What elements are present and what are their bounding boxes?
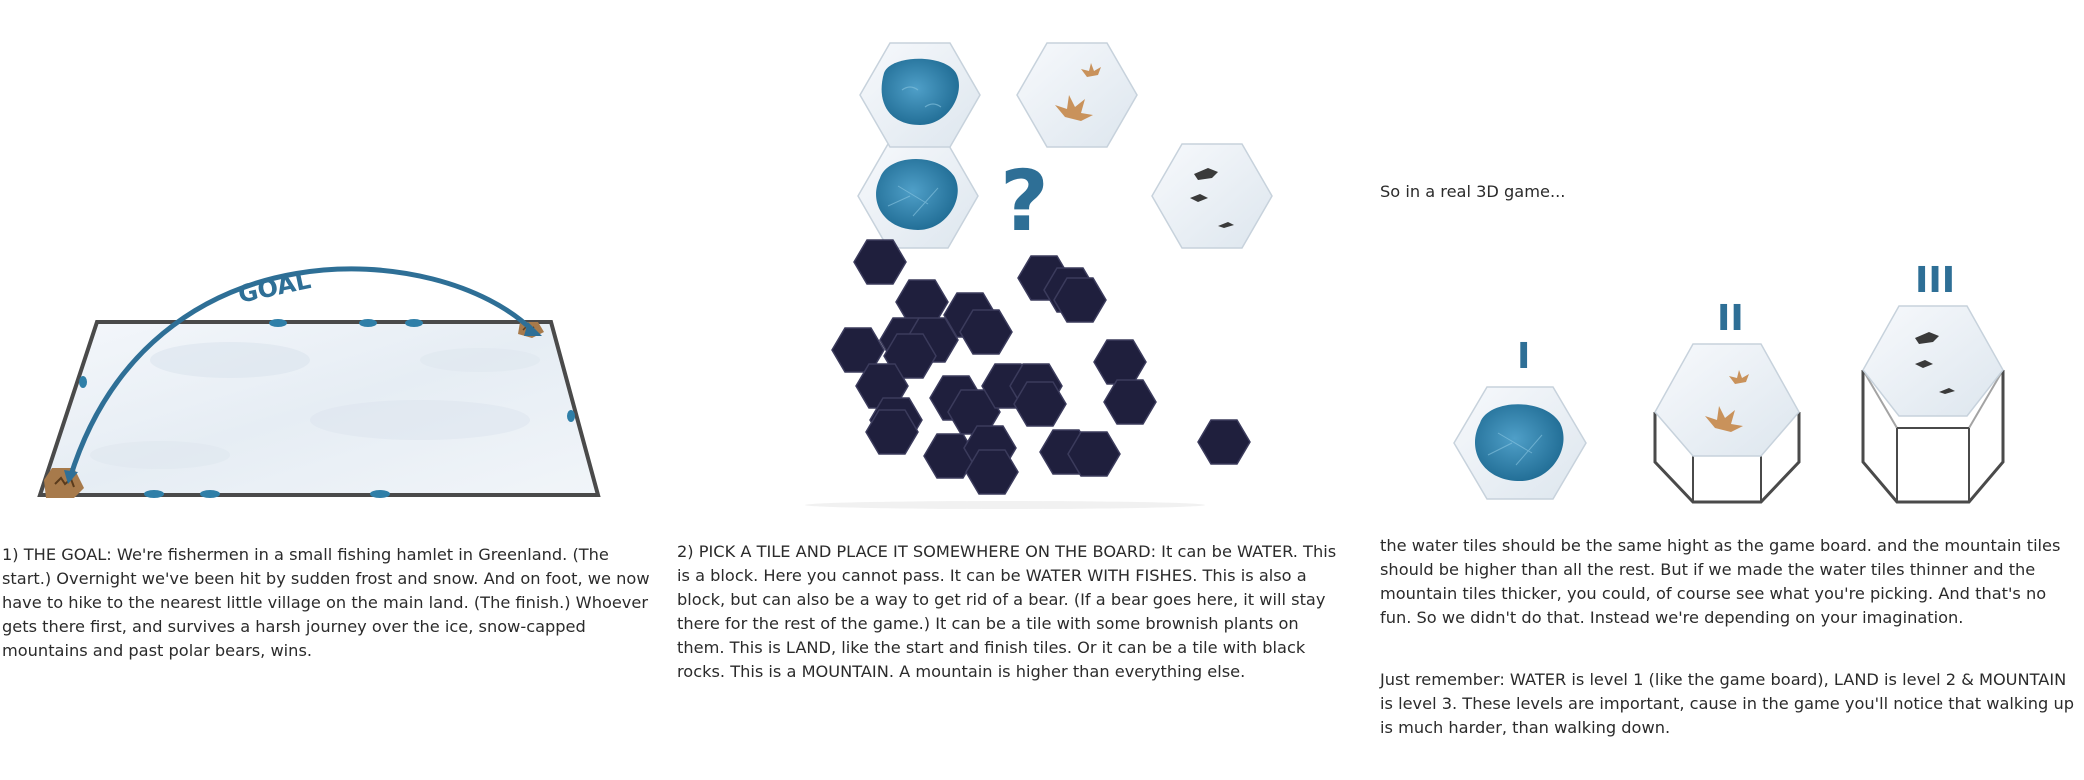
tiles-description: 2) PICK A TILE AND PLACE IT SOMEWHERE ON THE BOARD: It can be WATER. This is a block. Here you cannot pass. It can be WATER WITH FISHES. This is also a block, but can also be a way to get rid of a bear. (If a bear goes here, it will stay there for the rest of the game.) It can be a tile with some brownish plants on them. This is LAND, like the start and finish tiles. Or it can be a tile with black rocks. This is a MOUNTAIN. A mountain is higher than everything else. xyxy=(677,542,1337,681)
pile-shadow xyxy=(805,501,1205,509)
level-3-label: III xyxy=(1915,260,1956,301)
water-with-fishes-tile xyxy=(860,43,980,147)
levels-description-2: Just remember: WATER is level 1 (like the game board), LAND is level 2 & MOUNTAIN is level 3. These levels are important, cause in the game you'll notice that walking up is much harder, than walking down. xyxy=(1380,670,2075,737)
goal-description: 1) THE GOAL: We're fishermen in a small fishing hamlet in Greenland. (The start.) Overnight we've been hit by sudden frost and snow. And on foot, we now have to hike to the nearest little village on the main land. (The finish.) Whoever gets there first, and survives a harsh journey over the ice, snow-capped mountains and past polar bears, wins. xyxy=(2,545,650,660)
goal-label: GOAL xyxy=(235,266,314,309)
levels-description-1: the water tiles should be the same hight as the game board. and the mountain tiles should be higher than all the rest. But if we made the water tiles thinner and the mountain tiles thicker, you could, of course see what you're picking. And that's no fun. So we didn't do that. Instead we're depending on your imagination. xyxy=(1380,536,2061,627)
water-tile xyxy=(858,144,978,248)
goal-panel xyxy=(0,0,660,780)
level-2-label: II xyxy=(1717,298,1744,339)
goal-board-illustration xyxy=(0,0,660,520)
game-board xyxy=(40,322,598,495)
levels-illustration xyxy=(1375,0,2084,520)
tiles-illustration xyxy=(670,0,1340,520)
level-3-mountain-prism xyxy=(1863,306,2003,502)
level-1-water-tile xyxy=(1454,387,1586,499)
tiles-panel xyxy=(670,0,1340,780)
level-2-land-prism xyxy=(1655,344,1799,502)
question-mark: ? xyxy=(1000,152,1049,250)
mountain-tile xyxy=(1152,144,1272,248)
land-tile xyxy=(1017,43,1137,147)
levels-panel xyxy=(1375,0,2084,780)
level-1-label: I xyxy=(1517,336,1531,377)
face-down-tile-pile xyxy=(832,240,1250,494)
levels-intro: So in a real 3D game... xyxy=(1380,182,1566,201)
